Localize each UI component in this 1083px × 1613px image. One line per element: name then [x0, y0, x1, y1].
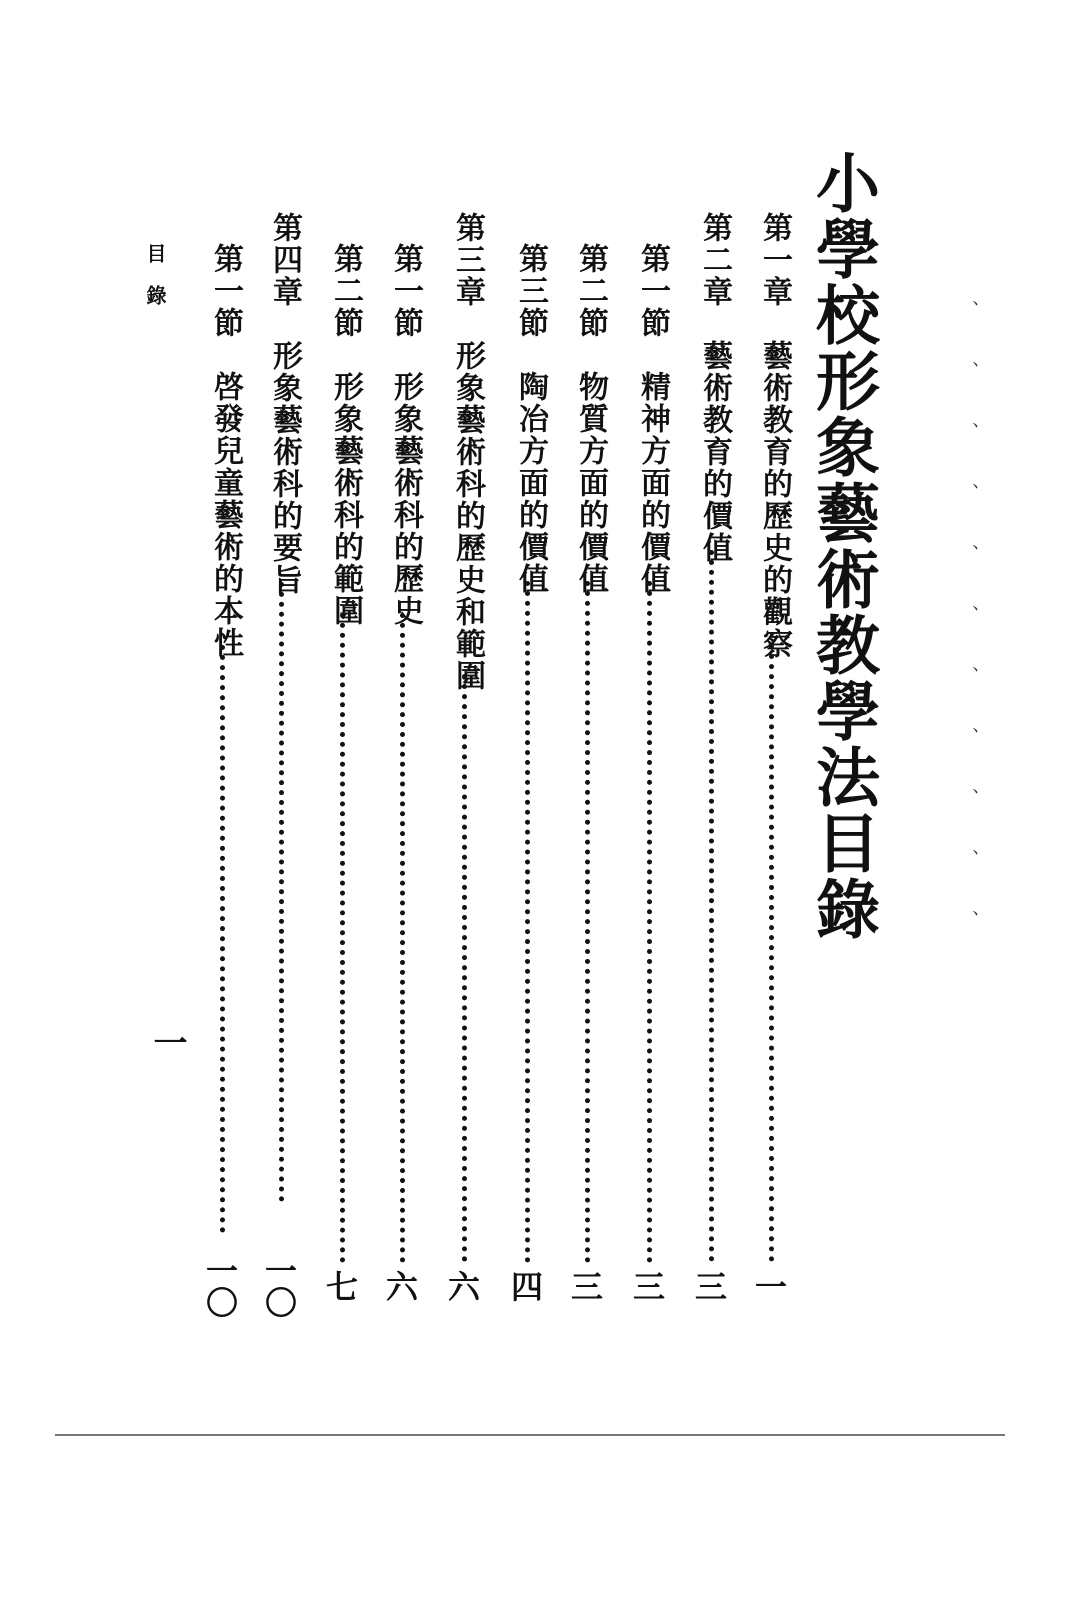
- toc-entry-page: 六: [381, 1270, 419, 1302]
- leader-dots: [220, 645, 225, 1233]
- toc-entry: [203, 243, 243, 1337]
- toc-entry-label: 第一章 藝術教育的歷史的觀察: [757, 212, 792, 660]
- leader-dots: [647, 581, 652, 1263]
- toc-entry: [383, 243, 423, 1332]
- toc-entry: [508, 243, 548, 1332]
- leader-dots: [400, 613, 405, 1263]
- toc-entry-page: 七: [321, 1270, 359, 1302]
- toc-entry-label: 第一節 形象藝術科的歷史: [388, 243, 423, 627]
- toc-entry: [630, 243, 670, 1332]
- leader-dots: [279, 582, 284, 1202]
- leader-dots: [462, 674, 467, 1262]
- page-edge-line: [55, 1434, 1005, 1436]
- margin-marks: 、、、、、、、、、、、: [958, 300, 979, 980]
- toc-entry-page: 一: [750, 1270, 788, 1302]
- page-title: 小學校形象藝術教學法目錄: [805, 150, 880, 942]
- toc-entry-page: 四: [506, 1270, 544, 1302]
- running-header: 目錄: [143, 243, 167, 327]
- toc-entry-page: 一〇: [201, 1254, 239, 1318]
- leader-dots: [525, 581, 530, 1263]
- toc-entry-label: 第三章 形象藝術科的歷史和範圍: [450, 212, 485, 692]
- toc-entry: [692, 212, 732, 1332]
- toc-entry-page: 三: [628, 1270, 666, 1302]
- leader-dots: [769, 644, 774, 1262]
- toc-entry: [262, 212, 302, 1337]
- toc-entry: [323, 243, 363, 1332]
- toc-entry-label: 第二節 物質方面的價值: [573, 243, 608, 595]
- toc-entry-label: 第二章 藝術教育的價值: [697, 212, 732, 564]
- leader-dots: [340, 613, 345, 1263]
- toc-entry-label: 第二節 形象藝術科的範圍: [328, 243, 363, 627]
- toc-entry-page: 三: [690, 1270, 728, 1302]
- toc-entry: [752, 212, 792, 1332]
- toc-entry-label: 第一節 精神方面的價值: [635, 243, 670, 595]
- toc-entry: [568, 243, 608, 1332]
- toc-entry-page: 三: [566, 1270, 604, 1302]
- toc-entry-label: 第三節 陶冶方面的價值: [513, 243, 548, 595]
- toc-entry-label: 第一節 啓發兒童藝術的本性: [208, 243, 243, 659]
- toc-entry-page: 一〇: [260, 1254, 298, 1318]
- toc-entry: [445, 212, 485, 1332]
- leader-dots: [709, 550, 714, 1262]
- toc-entry-page: 六: [443, 1270, 481, 1302]
- toc-entry-label: 第四章 形象藝術科的要旨: [267, 212, 302, 596]
- page-number: 一: [147, 1025, 187, 1059]
- leader-dots: [585, 581, 590, 1263]
